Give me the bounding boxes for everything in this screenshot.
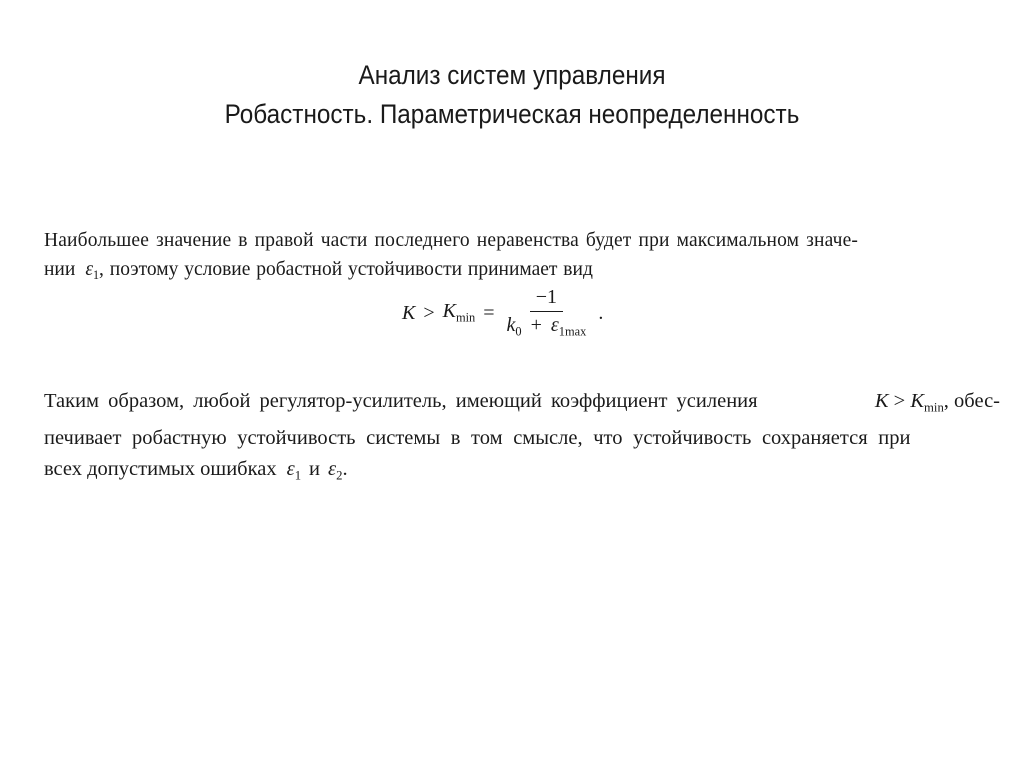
paragraph-2-line-3-pre: всех допустимых ошибках <box>44 458 277 481</box>
formula-period: . <box>598 301 604 324</box>
slide-title <box>51 56 973 134</box>
paragraph-1-line-1-text: Наибольшее значение в правой части последнего неравенства будет при максимальном значе- <box>44 230 859 251</box>
paragraph-1 <box>44 226 974 290</box>
formula-relation: > <box>423 301 435 324</box>
formula-denominator: $k_0 + \varepsilon_{1max}$ <box>506 314 587 339</box>
title-line-1: Анализ систем управления <box>358 60 666 90</box>
paragraph-1-line-2-post: , поэтому условие робастной устойчивости принимает вид <box>99 259 593 280</box>
paragraph-2-line-1-pre: Таким образом, любой регулятор-усилитель, имеющий коэффициент усиления <box>44 390 758 412</box>
paragraph-2-line-2 <box>44 423 1000 454</box>
paragraph-2 <box>44 386 1000 492</box>
epsilon-2-symbol: $\varepsilon_2$ <box>328 458 343 483</box>
epsilon-1-symbol: $\varepsilon_1$ <box>85 259 100 283</box>
conjunction-and: и <box>309 458 321 481</box>
formula-kmin: $K_{min}$ <box>442 300 476 325</box>
paragraph-2-line-1 <box>44 386 1000 423</box>
paragraph-1-line-2-pre: нии <box>44 259 76 280</box>
formula-k: K <box>402 301 416 324</box>
formula-equals: = <box>483 301 495 324</box>
formula-numerator: −1 <box>530 286 563 312</box>
paragraph-2-line-2-text: печивает робастную устойчивость системы в том смысле, что устойчивость сохраняется при <box>44 427 911 450</box>
paragraph-2-kmin-inline: $K > K_{min}$, обес- <box>874 390 1000 415</box>
title-line-2: Робастность. Параметрическая неопределенность <box>224 99 800 129</box>
epsilon-1-symbol: $\varepsilon_1$ <box>286 458 302 483</box>
paragraph-1-line-1 <box>44 226 974 255</box>
robust-stability-formula <box>402 282 603 344</box>
paragraph-2-line-3: всех допустимых ошибках $\varepsilon_1$ и $\varepsilon_2$ . <box>44 454 1000 491</box>
formula-fraction <box>501 286 593 339</box>
